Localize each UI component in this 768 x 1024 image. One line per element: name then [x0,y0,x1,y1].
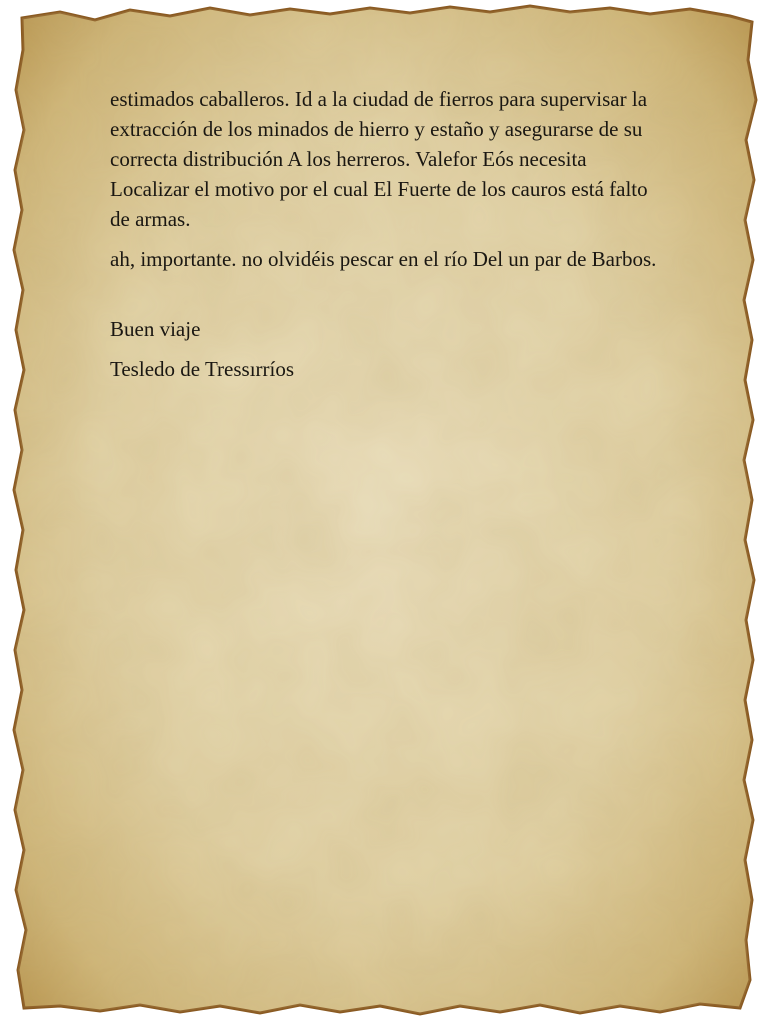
closing-line: Buen viaje [110,317,201,341]
spacer [110,284,670,314]
signature: Tesledo de Tressırríos [110,357,295,381]
paragraph-reminder: ah, importante. no olvidéis pescar en el río Del un par de Barbos. [110,247,657,271]
paragraph-instructions: estimados caballeros. Id a la ciudad de fierros para supervisar la extracción de los minados de hierro y estaño y asegurarse de su correcta distribución A los herreros. Valefor Eós necesita Localizar el motivo por el cual El Fuerte de los cauros está falto de armas. [110,87,648,231]
letter-body [110,84,670,394]
